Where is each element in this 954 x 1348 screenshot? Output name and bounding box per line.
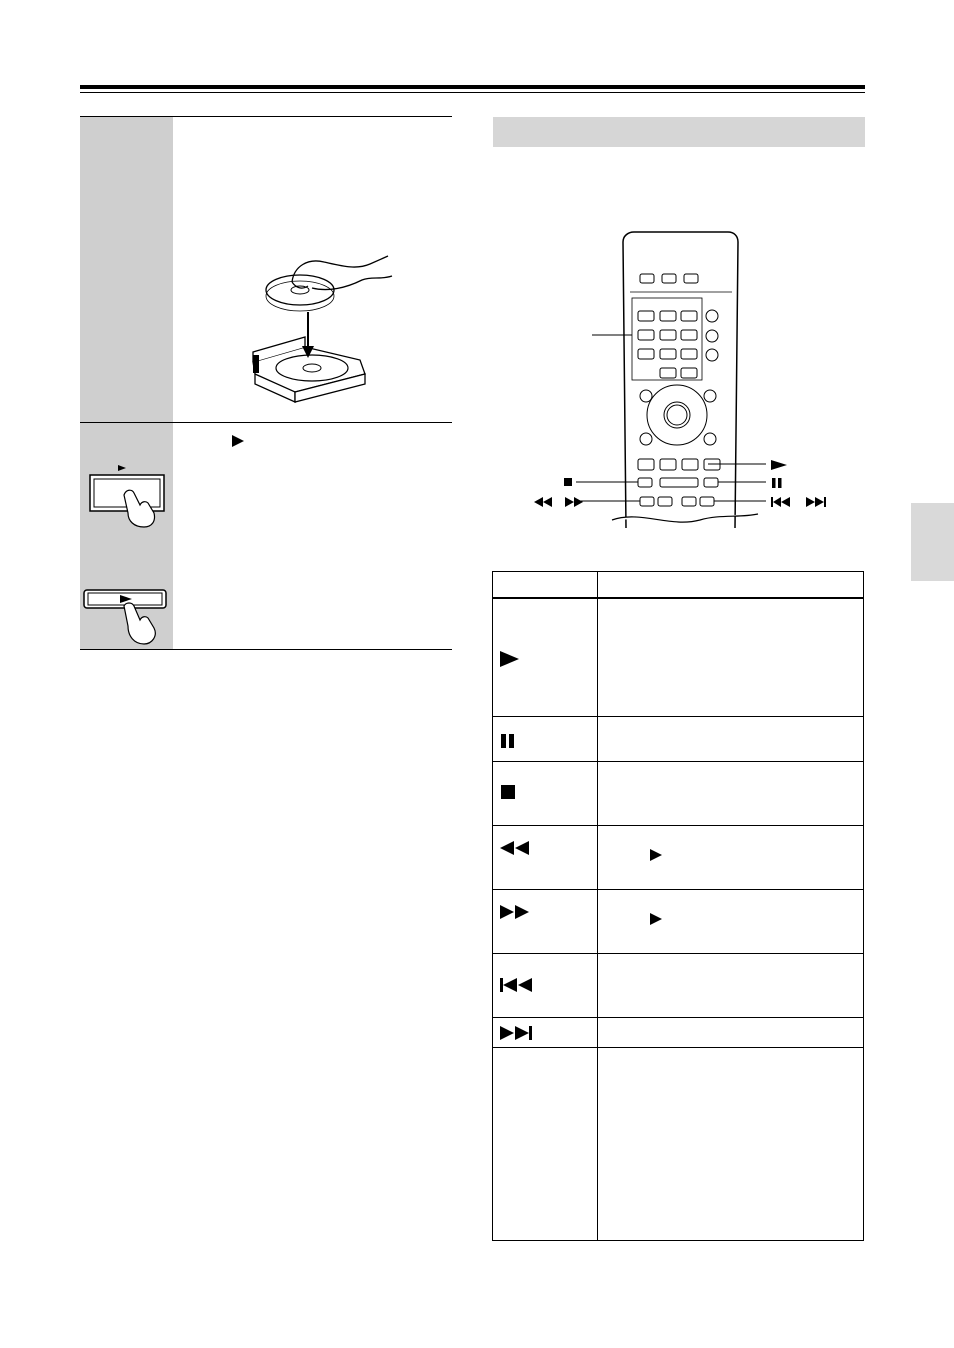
stop-icon [563,477,573,487]
skip-previous-icon [499,977,535,993]
step-table [80,116,452,650]
skip-next-icon [499,1025,535,1041]
disc-loading-illustration [250,252,460,412]
fast-forward-icon [499,904,531,920]
table-row-divider [493,1047,863,1048]
table-row-divider [493,889,863,890]
button-function-table [492,571,864,1241]
step-table-bottom-rule [80,649,452,650]
play-button-press-illustration-2 [82,586,170,648]
section-heading-bar [493,117,865,147]
rewind-forward-icons [533,496,585,508]
table-row-divider [493,1017,863,1018]
table-row-divider [493,716,863,717]
pause-icon [499,732,517,750]
remote-control-illustration [530,228,840,530]
table-row-divider [493,761,863,762]
table-header-rule [493,597,863,599]
step-1-number-cell [80,117,173,422]
play-icon [499,649,521,669]
rewind-icon [499,840,531,856]
header-rule-thin [80,92,865,93]
stop-icon [499,783,517,801]
table-column-divider [597,572,598,1240]
table-row-divider [493,953,863,954]
skip-prev-next-icons [770,496,832,508]
play-button-press-illustration [88,461,168,536]
play-icon [231,434,245,448]
header-rule-thick [80,85,865,89]
pause-icon [771,477,783,489]
play-icon [649,848,663,862]
play-icon [649,912,663,926]
side-index-tab [911,503,954,581]
play-icon [770,459,788,471]
table-row-divider [493,825,863,826]
